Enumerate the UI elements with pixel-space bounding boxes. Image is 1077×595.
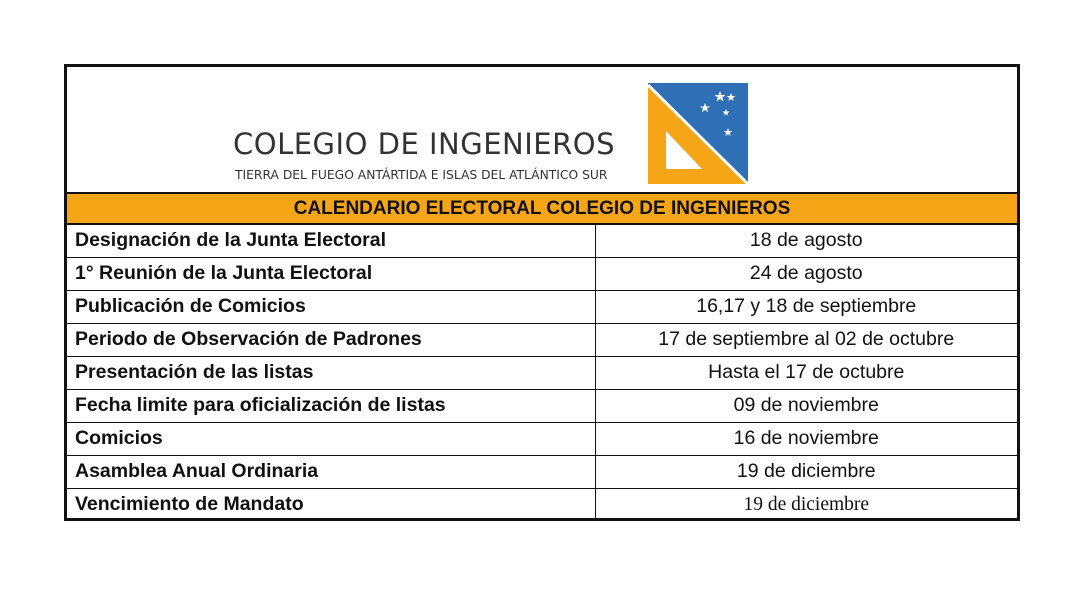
row-date: 17 de septiembre al 02 de octubre <box>595 324 1017 357</box>
set-square-stars-logo <box>648 83 748 184</box>
row-date: 16 de noviembre <box>595 423 1017 456</box>
row-label: Vencimiento de Mandato <box>67 489 595 522</box>
table-row <box>67 390 1017 423</box>
table-row <box>67 357 1017 390</box>
table-row <box>67 489 1017 522</box>
table-row <box>67 324 1017 357</box>
row-date: 18 de agosto <box>595 225 1017 258</box>
row-label: Asamblea Anual Ordinaria <box>67 456 595 489</box>
table-row <box>67 258 1017 291</box>
row-date: 16,17 y 18 de septiembre <box>595 291 1017 324</box>
header <box>67 67 1017 192</box>
calendar-frame <box>64 64 1020 521</box>
row-date: Hasta el 17 de octubre <box>595 357 1017 390</box>
table-row <box>67 291 1017 324</box>
row-date: 09 de noviembre <box>595 390 1017 423</box>
row-date: 19 de diciembre <box>595 456 1017 489</box>
table-row <box>67 225 1017 258</box>
row-label: Presentación de las listas <box>67 357 595 390</box>
row-label: Designación de la Junta Electoral <box>67 225 595 258</box>
row-label: Fecha limite para oficialización de listas <box>67 390 595 423</box>
row-label: Comicios <box>67 423 595 456</box>
org-subtitle: TIERRA DEL FUEGO ANTÁRTIDA E ISLAS DEL ATLÁNTICO SUR <box>235 168 608 182</box>
row-label: Periodo de Observación de Padrones <box>67 324 595 357</box>
row-label: 1° Reunión de la Junta Electoral <box>67 258 595 291</box>
row-date: 19 de diciembre <box>743 494 870 516</box>
table-row <box>67 456 1017 489</box>
org-name: COLEGIO DE INGENIEROS <box>233 127 615 161</box>
row-label: Publicación de Comicios <box>67 291 595 324</box>
calendar-table <box>67 225 1017 521</box>
calendar-title: CALENDARIO ELECTORAL COLEGIO DE INGENIEROS <box>67 192 1017 225</box>
table-row <box>67 423 1017 456</box>
row-date: 24 de agosto <box>595 258 1017 291</box>
